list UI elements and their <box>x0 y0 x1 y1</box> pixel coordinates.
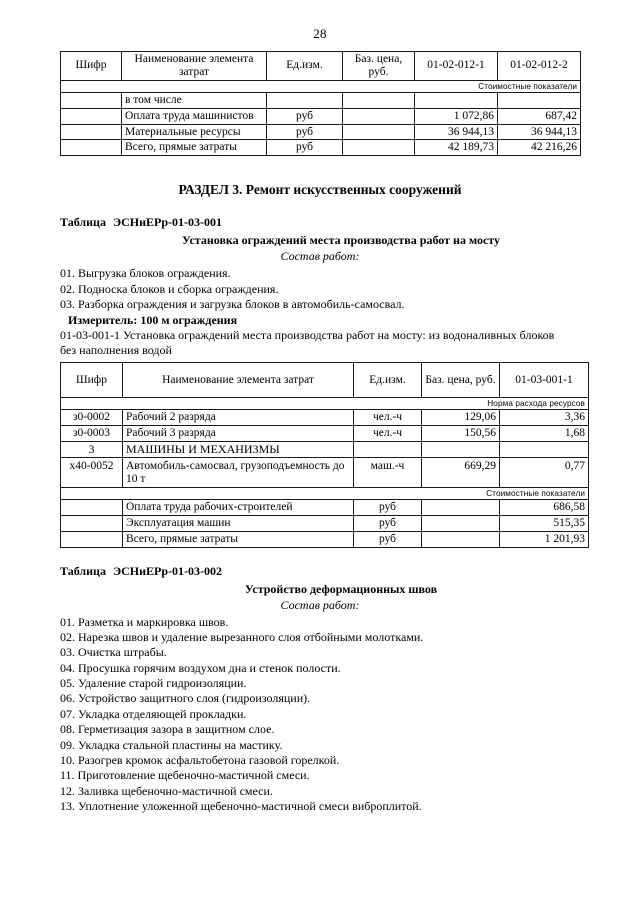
cell-base-price <box>422 531 500 547</box>
cell-name: Рабочий 2 разряда <box>123 410 354 426</box>
table-header <box>61 363 589 398</box>
cell-unit: руб <box>354 515 422 531</box>
list-item: 07. Укладка отделяющей прокладки. <box>60 706 247 721</box>
table-row <box>61 515 589 531</box>
cell-base-price <box>343 140 415 156</box>
table-row <box>61 425 589 441</box>
column-header-base-price: Баз. цена, руб. <box>343 52 415 81</box>
table-label-code: ЭСНиЕРр-01-03-002 <box>112 563 223 578</box>
cell-base-price <box>422 515 500 531</box>
table-body <box>61 398 589 548</box>
table-resources-01-03-001 <box>60 362 589 548</box>
cell-code: x40-0052 <box>61 458 123 488</box>
cell-base-price <box>343 108 415 124</box>
cell-value-2 <box>498 92 581 108</box>
resource-description-line-1: 01-03-001-1 Установка ограждений места производства работ на мосту: из водоналивных блоков <box>60 328 555 343</box>
works-list-001 <box>60 266 580 312</box>
table-header-row <box>61 52 581 81</box>
cell-name: Материальные ресурсы <box>122 124 267 140</box>
cell-code <box>61 500 123 516</box>
list-item: 03. Разборка ограждения и загрузка блоков в автомобиль-самосвал. <box>60 296 405 311</box>
cell-value-1: 1 201,93 <box>500 531 589 547</box>
cell-value-1: 3,36 <box>500 410 589 426</box>
sostav-rabot-label-002: Состав работ: <box>280 597 360 612</box>
column-header-base-price: Баз. цена, руб. <box>422 363 500 398</box>
cell-base-price <box>343 92 415 108</box>
cell-value-1: 0,77 <box>500 458 589 488</box>
cell-unit: маш.-ч <box>354 458 422 488</box>
cell-name: МАШИНЫ И МЕХАНИЗМЫ <box>123 441 354 457</box>
cell-unit <box>267 92 343 108</box>
cell-base-price <box>343 124 415 140</box>
cell-name: Оплата труда машинистов <box>122 108 267 124</box>
cell-value-1: 1 072,86 <box>415 108 498 124</box>
cell-code: з0-0002 <box>61 410 123 426</box>
band-label-cost-indicators: Стоимостные показатели <box>61 488 589 500</box>
cell-base-price <box>422 441 500 457</box>
work-title-001: Установка ограждений места производства работ на мосту <box>181 233 501 248</box>
table-label-prefix: Таблица <box>60 215 106 230</box>
table-row <box>61 500 589 516</box>
band-label-cost-indicators: Стоимостные показатели <box>61 80 581 92</box>
cell-value-1: 1,68 <box>500 425 589 441</box>
cell-value-2: 687,42 <box>498 108 581 124</box>
list-item: 03. Очистка штрабы. <box>60 645 167 660</box>
cell-value-2: 36 944,13 <box>498 124 581 140</box>
table-header <box>61 52 581 81</box>
table-row <box>61 531 589 547</box>
cell-name: Всего, прямые затраты <box>122 140 267 156</box>
cell-code <box>61 108 122 124</box>
column-header-variant-1: 01-02-012-1 <box>415 52 498 81</box>
cell-code: з0-0003 <box>61 425 123 441</box>
izmeritel-001: Измеритель: 100 м ограждения <box>68 313 238 328</box>
cell-name: Оплата труда рабочих-строителей <box>123 500 354 516</box>
list-item: 04. Просушка горячим воздухом дна и стенок полости. <box>60 660 341 675</box>
table-label-prefix: Таблица <box>60 563 106 578</box>
band-row-cost-indicators <box>61 488 589 500</box>
cell-unit: руб <box>267 140 343 156</box>
table-prices-01-02-012 <box>60 51 581 156</box>
table-row <box>61 458 589 488</box>
cell-unit <box>354 441 422 457</box>
band-label-norm-consumption: Норма расхода ресурсов <box>61 398 589 410</box>
page-number: 28 <box>313 26 327 41</box>
cell-code <box>61 531 123 547</box>
cell-value-1 <box>415 92 498 108</box>
sostav-rabot-label-001: Состав работ: <box>280 249 360 264</box>
list-item: 11. Приготовление щебеночно-мастичной смеси. <box>60 768 310 783</box>
cell-base-price <box>422 500 500 516</box>
list-item: 08. Герметизация зазора в защитном слое. <box>60 722 275 737</box>
cell-unit: руб <box>354 531 422 547</box>
section-heading: РАЗДЕЛ 3. Ремонт искусственных сооружений <box>178 182 462 198</box>
works-list-002 <box>60 615 580 815</box>
cell-base-price: 669,29 <box>422 458 500 488</box>
cell-value-2: 42 216,26 <box>498 140 581 156</box>
cell-code <box>61 140 122 156</box>
cell-code: 3 <box>61 441 123 457</box>
cell-code <box>61 515 123 531</box>
table-row <box>61 92 581 108</box>
cell-value-1 <box>500 441 589 457</box>
resource-description-001 <box>60 328 580 358</box>
list-item: 01. Выгрузка блоков ограждения. <box>60 266 231 281</box>
column-header-name: Наименование элемента затрат <box>122 52 267 81</box>
cell-base-price: 129,06 <box>422 410 500 426</box>
table-label-002 <box>60 564 580 579</box>
cell-unit: руб <box>267 108 343 124</box>
cell-name: Рабочий 3 разряда <box>123 425 354 441</box>
cell-code <box>61 124 122 140</box>
cell-code <box>61 92 122 108</box>
cell-value-1: 515,35 <box>500 515 589 531</box>
column-header-unit: Ед.изм. <box>354 363 422 398</box>
column-header-unit: Ед.изм. <box>267 52 343 81</box>
band-row-norm-consumption <box>61 398 589 410</box>
column-header-name: Наименование элемента затрат <box>123 363 354 398</box>
cell-unit: руб <box>354 500 422 516</box>
list-item: 13. Уплотнение уложенной щебеночно-мастичной смеси виброплитой. <box>60 799 422 813</box>
cell-name: Эксплуатация машин <box>123 515 354 531</box>
table-row <box>61 124 581 140</box>
table-row-group-header <box>61 441 589 457</box>
cell-unit: чел.-ч <box>354 410 422 426</box>
cell-name: Автомобиль-самосвал, грузоподъемность до 10 т <box>123 458 354 488</box>
cell-value-1: 36 944,13 <box>415 124 498 140</box>
cell-value-1: 686,58 <box>500 500 589 516</box>
list-item: 02. Подноска блоков и сборка ограждения. <box>60 281 279 296</box>
table-label-code: ЭСНиЕРр-01-03-001 <box>112 215 223 230</box>
table-header-row <box>61 363 589 398</box>
column-header-variant-2: 01-02-012-2 <box>498 52 581 81</box>
cell-value-1: 42 189,73 <box>415 140 498 156</box>
list-item: 06. Устройство защитного слоя (гидроизоляции). <box>60 691 311 706</box>
resource-description-line-2: без наполнения водой <box>60 343 172 358</box>
work-title-002: Устройство деформационных швов <box>244 581 438 596</box>
table-body <box>61 80 581 156</box>
table-row <box>61 108 581 124</box>
list-item: 05. Удаление старой гидроизоляции. <box>60 676 247 691</box>
cell-name: в том числе <box>122 92 267 108</box>
cell-unit: руб <box>267 124 343 140</box>
table-row <box>61 410 589 426</box>
table-row <box>61 140 581 156</box>
list-item: 01. Разметка и маркировка швов. <box>60 614 229 629</box>
list-item: 12. Заливка щебеночно-мастичной смеси. <box>60 783 273 798</box>
column-header-code: Шифр <box>61 363 123 398</box>
cell-unit: чел.-ч <box>354 425 422 441</box>
table-label-001 <box>60 215 580 230</box>
list-item: 09. Укладка стальной пластины на мастику. <box>60 737 283 752</box>
cell-base-price: 150,56 <box>422 425 500 441</box>
column-header-variant-1: 01-03-001-1 <box>500 363 589 398</box>
band-row-cost-indicators <box>61 80 581 92</box>
list-item: 02. Нарезка швов и удаление вырезанного слоя отбойными молотками. <box>60 630 424 645</box>
list-item: 10. Разогрев кромок асфальтобетона газовой горелкой. <box>60 752 340 767</box>
cell-name: Всего, прямые затраты <box>123 531 354 547</box>
column-header-code: Шифр <box>61 52 122 81</box>
